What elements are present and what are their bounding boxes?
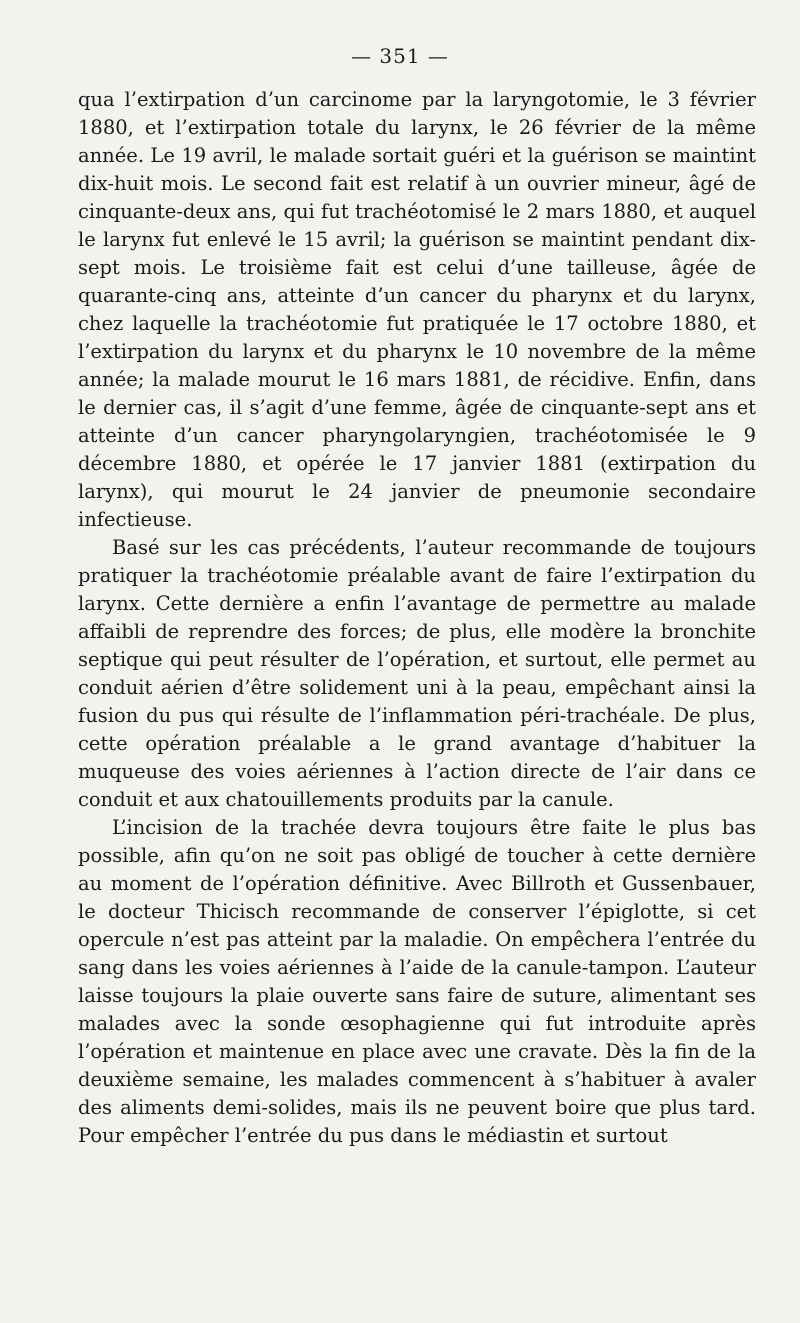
body-text — [78, 86, 756, 1150]
paragraph-1: qua l’extirpation d’un carcinome par la laryngotomie, le 3 février 1880, et l’extirpation totale du larynx, le 26 février de la même année. Le 19 avril, le malade sortait guéri et la guérison se maintint dix-huit mois. Le second fait est relatif à un ouvrier mineur, âgé de cinquante-deux ans, qui fut trachéotomisé le 2 mars 1880, et auquel le larynx fut enlevé le 15 avril; la guérison se maintint pendant dix-sept mois. Le troisième fait est celui d’une tailleuse, âgée de quarante-cinq ans, atteinte d’un cancer du pharynx et du larynx, chez laquelle la trachéotomie fut pratiquée le 17 octobre 1880, et l’extirpation du larynx et du pharynx le 10 novembre de la même année; la malade mourut le 16 mars 1881, de récidive. Enfin, dans le dernier cas, il s’agit d’une femme, âgée de cinquante-sept ans et atteinte d’un cancer pharyngolaryngien, trachéotomisée le 9 décembre 1880, et opérée le 17 janvier 1881 (extirpation du larynx), qui mourut le 24 janvier de pneumonie secondaire infectieuse. — [78, 88, 756, 531]
paragraph-3: L’incision de la trachée devra toujours être faite le plus bas possible, afin qu’on ne soit pas obligé de toucher à cette dernière au moment de l’opération définitive. Avec Billroth et Gussenbauer, le docteur Thicisch recommande de conserver l’épiglotte, si cet opercule n’est pas atteint par la maladie. On empêchera l’entrée du sang dans les voies aériennes à l’aide de la canule-tampon. L’auteur laisse toujours la plaie ouverte sans faire de suture, alimentant ses malades avec la sonde œsophagienne qui fut introduite après l’opération et maintenue en place avec une cravate. Dès la fin de la deuxième semaine, les malades commencent à s’habituer à avaler des aliments demi-solides, mais ils ne peuvent boire que plus tard. Pour empêcher l’entrée du pus dans le médiastin et surtout — [78, 816, 756, 1147]
paragraph-2: Basé sur les cas précédents, l’auteur recommande de toujours pratiquer la trachéotomie préalable avant de faire l’extirpation du larynx. Cette dernière a enfin l’avantage de permettre au malade affaibli de reprendre des forces; de plus, elle modère la bronchite septique qui peut résulter de l’opération, et surtout, elle permet au conduit aérien d’être solidement uni à la peau, empêchant ainsi la fusion du pus qui résulte de l’inflammation péri-trachéale. De plus, cette opération préalable a le grand avantage d’habituer la muqueuse des voies aériennes à l’action directe de l’air dans ce conduit et aux chatouillements produits par la canule. — [78, 536, 756, 811]
page-number: — 351 — — [351, 44, 449, 68]
